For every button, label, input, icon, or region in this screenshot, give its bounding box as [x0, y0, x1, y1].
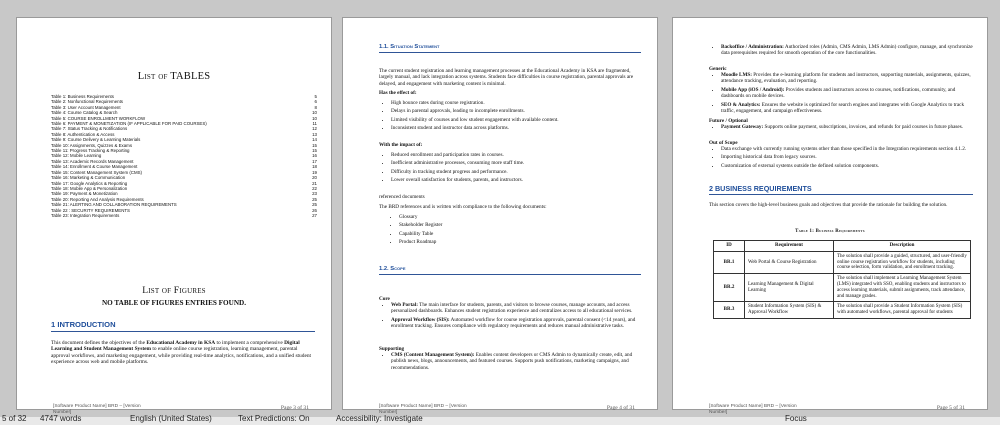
generic-scope-list: [709, 72, 973, 116]
future-scope-list: [709, 124, 973, 132]
list-of-figures-heading: List of Figures: [142, 286, 206, 296]
entry-page: 23: [312, 191, 317, 197]
business-requirements-table: [713, 240, 971, 319]
situation-paragraph: The current student registration and learning management processes at the Educational Academy in KSA are fragmented, largely manual, and lack integration across systems. Students face difficulties in course registration, parental approvals are delayed, and engagement with marketing content is minimal.: [379, 68, 634, 87]
language-indicator[interactable]: English (United States): [130, 414, 212, 423]
footer-page-number: Page 3 of 31: [280, 405, 309, 411]
list-item: • Inconsistent student and instructor data across platforms.: [391, 125, 641, 131]
entry-label: Table 3: User Account Management: [51, 104, 121, 110]
list-item: [721, 102, 973, 115]
entry-label: Table 21: ALERTING AND COLLABORATION REQUIREMENTS: [51, 202, 177, 208]
entry-label: Table 20: Reporting And Analysis Requirements: [51, 196, 144, 202]
entry-page: 10: [312, 110, 317, 116]
table-header-row: [714, 241, 971, 252]
effect-label: Has the effect of:: [379, 90, 417, 96]
item-text: Supports online payment, subscriptions, invoices, and refunds for paid courses in future phases.: [763, 124, 964, 130]
document-page-4: [342, 17, 658, 415]
requirement-description: The solution shall implement a Learning Management System (LMS) integrated with SSO, enabling students and instructors to access learning materials, submit assignments, track attendance, and manage grades.: [834, 274, 971, 302]
column-header: ID: [714, 241, 745, 252]
document-page-3: [16, 17, 332, 415]
list-item: • Capability Table: [399, 231, 641, 237]
list-item: [721, 87, 973, 100]
item-text: Enables content developers or CMS Admin to dynamically create, edit, and publish news, blogs, announcements, and featured courses. Supports push notifications, marketing campaigns, and recommendations.: [391, 352, 633, 371]
footer-page-number: Page 5 of 31: [936, 405, 965, 411]
footer-product: [Software Product Name] BRD – [Version Number]: [53, 404, 141, 415]
list-of-tables-heading: List of TABLES: [137, 71, 211, 82]
entry-page: 27: [312, 212, 317, 218]
entry-label: Table 19: Payment & Monetization: [51, 191, 118, 197]
entry-page: 25: [312, 202, 317, 208]
footer-product: [Software Product Name] BRD – [Version Number]: [379, 404, 467, 415]
item-title: Mobile App (iOS / Android):: [721, 86, 785, 93]
entry-label: Table 17: Google Analytics & Reporting: [51, 180, 128, 186]
item-text: Automated workflow for course registration approvals, parental consent (<14 years), and enrollment tracking. Ensures compliance with regulatory requirements and reduces manual administrative tasks.: [391, 316, 636, 330]
status-bar: [0, 414, 1000, 425]
situation-statement-heading: 1.1. Situation Statement: [379, 44, 440, 50]
column-header: Description: [834, 241, 971, 252]
item-text: Provides students and instructors access to courses, notifications, community, and dashboards on mobile devices.: [721, 86, 956, 100]
entry-label: Table 13: Academic Records Management: [51, 158, 134, 164]
page-count[interactable]: 5 of 32: [2, 414, 27, 423]
entry-label: Table 16: Marketing & Communication: [51, 175, 126, 181]
generic-label: Generic: [709, 66, 727, 72]
entry-page: 15: [312, 142, 317, 148]
entry-page: 12: [312, 126, 317, 132]
item-title: CMS (Content Management System):: [391, 352, 475, 358]
item-text: Ensures the website is optimized for search engines and integrates with Google Analytics to track traffic, engagement, and campaign effectiveness.: [721, 101, 965, 114]
entry-label: Table 18: Mobile App & Personalization: [51, 185, 128, 191]
entry-label: Table 2: Nonfunctional Requirements: [51, 99, 123, 105]
entry-page: 18: [312, 164, 317, 170]
scope-heading: 1.2. Scope: [379, 266, 406, 272]
entry-label: Table 12: Mobile Learning: [51, 153, 102, 159]
requirement-name: Learning Management & Digital Learning: [745, 274, 834, 302]
entry-page: 19: [312, 169, 317, 175]
item-text: The main interface for students, parents, and visitors to browse courses, manage accounts, and access personalized dashboards. Enhances student registration experience and centralizes access to all educational services.: [391, 302, 633, 315]
item-text: Provides the e-learning platform for students and instructors, supporting materials, assignments, quizzes, attendance tracking, evaluation, and reporting.: [721, 72, 971, 85]
impacts-list: [379, 152, 641, 186]
item-title: Payment Gateway:: [721, 124, 764, 130]
list-item: • Stakeholder Register: [399, 222, 641, 228]
heading-rule: [51, 331, 315, 332]
list-item: [391, 317, 641, 330]
entry-page: 11: [312, 121, 317, 127]
entry-label: Table 10: Assignments, Quizzes & Exams: [51, 142, 133, 148]
entry-label: Table 23: Integration Requirements: [51, 212, 120, 218]
list-item: • Lower overall satisfaction for students, parents, and instructors.: [391, 177, 641, 183]
heading-rule: [379, 52, 641, 53]
table-row: [714, 251, 971, 273]
item-title: Web Portal:: [391, 302, 418, 308]
referenced-documents-label: referenced documents: [379, 194, 425, 200]
requirement-id: BR.3: [714, 302, 745, 319]
out-of-scope-label: Out of Scope: [709, 140, 738, 146]
introduction-paragraph: This document defines the objectives of the Educational Academy in KSA to implement a comprehensive Digital Learning and Student Management System to enable online course registration, learning management, parental approval workflows, and marketing engagement, while providing real-time analytics, notifications, and a unified student experience across web and mobile platforms.: [51, 340, 312, 366]
entry-label: Table 14: Enrollment & Course Management: [51, 164, 138, 170]
focus-button[interactable]: Focus: [785, 414, 807, 423]
entry-page: 5: [314, 94, 317, 99]
footer-page-number: Page 4 of 31: [606, 405, 635, 411]
entry-page: 14: [312, 137, 317, 143]
introduction-heading: 1 INTRODUCTION: [51, 320, 116, 329]
core-scope-list: [379, 302, 641, 332]
effects-list: [379, 100, 641, 134]
requirement-id: BR.2: [714, 274, 745, 302]
item-title: Moodle LMS:: [721, 72, 752, 78]
item-title: SEO & Analytics:: [721, 101, 761, 108]
item-title: Backoffice / Administration:: [721, 44, 784, 50]
entry-label: Table 5: COURSE ENROLLMENT WORKFLOW: [51, 115, 146, 121]
list-item: • Difficulty in tracking student progress and performance.: [391, 169, 641, 175]
entry-page: 25: [312, 196, 317, 202]
supporting-label: Supporting: [379, 346, 405, 352]
list-item: • Limited visibility of courses and low student engagement with available content.: [391, 117, 641, 123]
out-of-scope-list: [709, 146, 973, 171]
entry-page: 8: [314, 104, 317, 110]
list-item: [721, 72, 973, 85]
list-item: • Data exchange with currently running systems other than those specified in the Integration requirements section 4.1.2.: [721, 146, 973, 152]
entry-label: Table 8: Authentication & Access: [51, 131, 115, 137]
entry-page: 10: [312, 115, 317, 121]
entry-page: 15: [312, 148, 317, 154]
list-item: • Delays in parental approvals, leading to incomplete enrollments.: [391, 108, 641, 114]
entry-label: Table 4: Course Catalog & Search: [51, 110, 118, 116]
future-label: Future / Optional: [709, 118, 748, 124]
list-item: [391, 352, 641, 371]
entry-page: 21: [312, 180, 317, 186]
entry-page: 6: [314, 99, 317, 105]
column-header: Requirement: [745, 241, 834, 252]
accessibility-status[interactable]: Accessibility: Investigate: [336, 414, 423, 423]
list-item: • Glossary: [399, 214, 641, 220]
no-figures-message: NO TABLE OF FIGURES ENTRIES FOUND.: [101, 299, 247, 307]
footer-product: [Software Product Name] BRD – [Version Number]: [709, 404, 797, 415]
business-requirements-heading: 2 BUSINESS REQUIREMENTS: [709, 184, 812, 193]
heading-rule: [379, 274, 641, 275]
list-item: • Product Roadmap: [399, 239, 641, 245]
item-title: Approval Workflow (SIS):: [391, 316, 450, 323]
entry-page: 16: [312, 153, 317, 159]
document-page-5: [672, 17, 988, 415]
table-caption: Table 1: Business Requirements: [795, 229, 865, 234]
list-item: • Customization of external systems outside the defined solution components.: [721, 163, 973, 169]
impact-label: With the impact of:: [379, 142, 423, 148]
entry-page: 22: [312, 185, 317, 191]
item-text: Authorized roles (Admin, CMS Admin, LMS Admin) configure, manage, and synchronize data prerequisites required for smooth operation of the core functionalities.: [721, 44, 973, 57]
list-item: [721, 124, 973, 130]
list-of-tables: [51, 94, 317, 218]
requirement-description: The solution shall provide a Student Information System (SIS) with automated workflows, parental approval for students: [834, 302, 971, 319]
table-of-contents-entry[interactable]: [51, 213, 317, 218]
entry-page: 17: [312, 158, 317, 164]
entry-label: Table 22 : SECURITY REQUIREMENTS: [51, 207, 130, 213]
entry-label: Table 9: Course Delivery & Learning Materials: [51, 137, 141, 143]
entry-page: 26: [312, 207, 317, 213]
entry-label: Table 7: Status Tracking & Notifications: [51, 126, 128, 132]
entry-label: Table 1: Business Requirements: [51, 94, 114, 99]
list-item: • Importing historical data from legacy sources.: [721, 154, 973, 160]
entry-page: 20: [312, 175, 317, 181]
business-requirements-intro: This section covers the high-level business goals and objectives that provide the rationale for building the solution.: [709, 202, 948, 208]
requirement-name: Student Information System (SIS) & Approval Workflow: [745, 302, 834, 319]
list-item: [721, 44, 973, 57]
table-row: [714, 302, 971, 319]
entry-label: Table 11: Progress Tracking & Reporting: [51, 148, 130, 154]
heading-rule: [709, 194, 973, 195]
core-label: Core: [379, 296, 390, 302]
list-item: [391, 302, 641, 315]
list-item: • Inefficient administrative processes, consuming more staff time.: [391, 160, 641, 166]
table-row: [714, 274, 971, 302]
entry-label: Table 15: Content Management System (CMS): [51, 169, 143, 175]
list-item: • High bounce rates during course registration.: [391, 100, 641, 106]
backoffice-list: [709, 44, 973, 59]
brd-reference-text: The BRD references and is written with compliance to the following documents:: [379, 204, 547, 210]
list-item: • Reduced enrollment and participation rates in courses.: [391, 152, 641, 158]
entry-label: Table 6: PAYMENT & MONETIZATION (IF APPLICABLE FOR PAID COURSES): [51, 121, 207, 127]
supporting-scope-list: [379, 352, 641, 373]
text-predictions[interactable]: Text Predictions: On: [238, 414, 310, 423]
requirement-description: The solution shall provide a guided, structured, and user-friendly online course registration workflow for students, including course selection, form validation, and enrollment tracking.: [834, 251, 971, 273]
requirement-name: Web Portal & Course Registration: [745, 251, 834, 273]
documents-list: [387, 214, 641, 248]
requirement-id: BR.1: [714, 251, 745, 273]
entry-page: 13: [312, 131, 317, 137]
word-count[interactable]: 4747 words: [40, 414, 82, 423]
